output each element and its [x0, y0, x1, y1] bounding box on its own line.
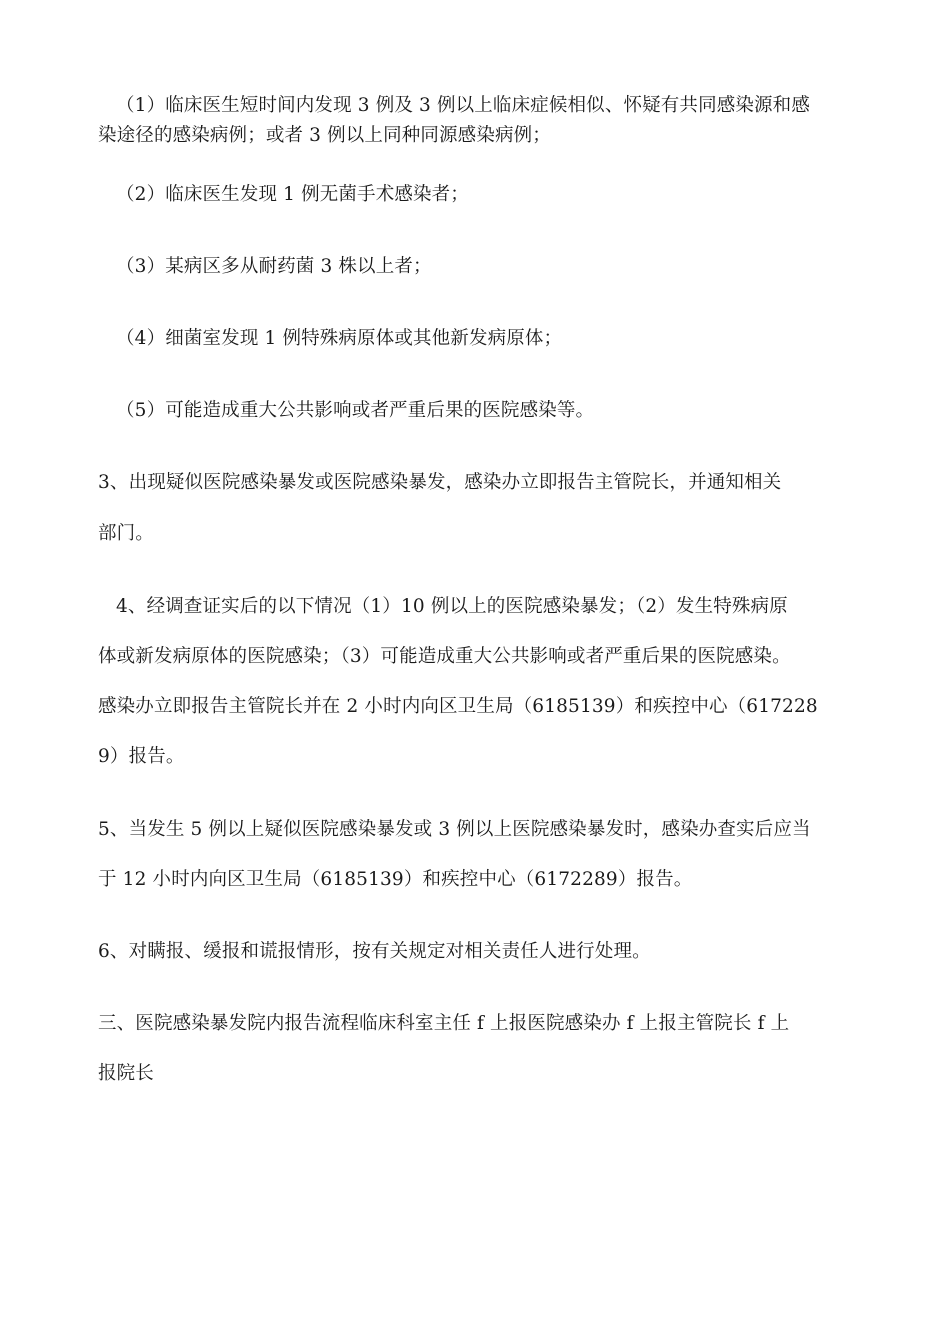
- section-iii-line-2: 报院长: [98, 1063, 154, 1084]
- item-2-line-1: （2）临床医生发现 1 例无菌手术感染者；: [116, 184, 469, 205]
- section-3-line-2: 部门。: [98, 523, 154, 544]
- section-4-line-4: 9）报告。: [98, 746, 185, 767]
- section-4-line-2: 体或新发病原体的医院感染；（3）可能造成重大公共影响或者严重后果的医院感染。: [98, 646, 791, 667]
- item-3-line-1: （3）某病区多从耐药菌 3 株以上者；: [116, 256, 432, 277]
- section-3-line-1: 3、出现疑似医院感染暴发或医院感染暴发，感染办立即报告主管院长，并通知相关: [98, 472, 782, 493]
- section-4-line-3: 感染办立即报告主管院长并在 2 小时内向区卫生局（6185139）和疾控中心（617228: [98, 696, 818, 717]
- section-iii-line-1: 三、医院感染暴发院内报告流程临床科室主任 f 上报医院感染办 f 上报主管院长 f 上: [98, 1013, 790, 1034]
- item-5-line-1: （5）可能造成重大公共影响或者严重后果的医院感染等。: [116, 400, 595, 421]
- item-1-line-2: 染途径的感染病例；或者 3 例以上同种同源感染病例；: [98, 125, 551, 146]
- item-1-line-1: （1）临床医生短时间内发现 3 例及 3 例以上临床症候相似、怀疑有共同感染源和感: [116, 95, 810, 116]
- item-4-line-1: （4）细菌室发现 1 例特殊病原体或其他新发病原体；: [116, 328, 563, 349]
- section-5-line-2: 于 12 小时内向区卫生局（6185139）和疾控中心（6172289）报告。: [98, 869, 693, 890]
- section-4-line-1: 4、经调查证实后的以下情况（1）10 例以上的医院感染暴发；（2）发生特殊病原: [116, 596, 788, 617]
- section-6-line-1: 6、对瞒报、缓报和谎报情形，按有关规定对相关责任人进行处理。: [98, 941, 651, 962]
- section-5-line-1: 5、当发生 5 例以上疑似医院感染暴发或 3 例以上医院感染暴发时，感染办查实后应当: [98, 819, 811, 840]
